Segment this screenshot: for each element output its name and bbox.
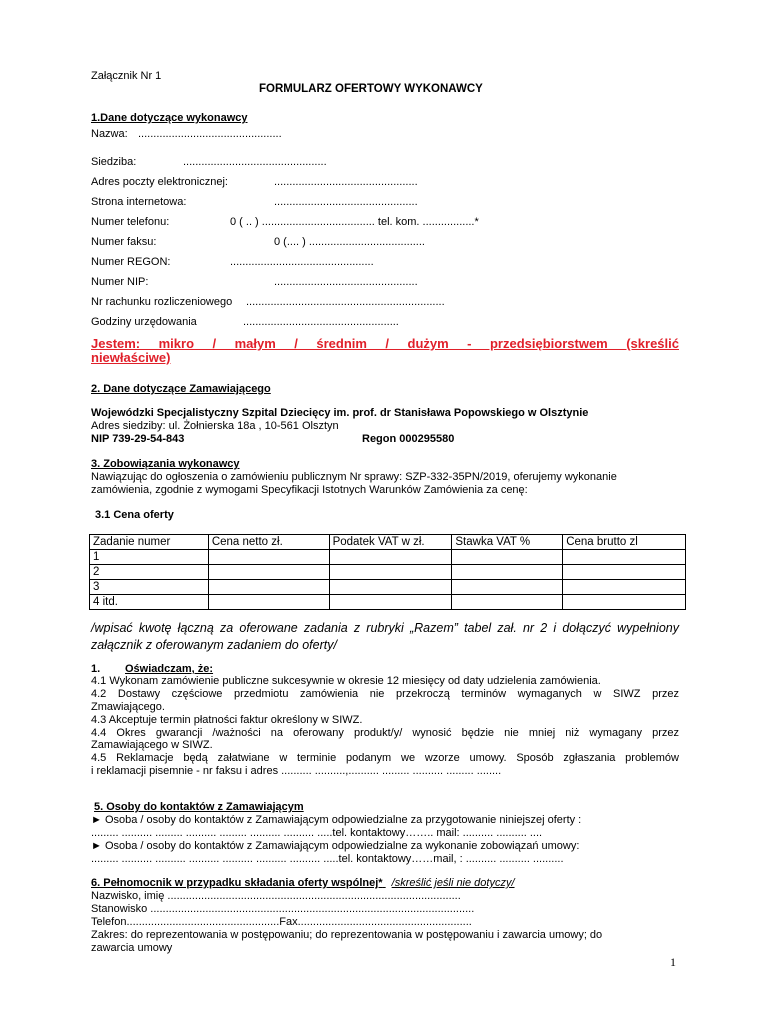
gross-price-cell[interactable] [563, 565, 686, 580]
proxy-phone-fax-field: Telefon..................................................Fax......................................................... [91, 916, 472, 928]
contact-contract-field: ......... .......... .......... .......... .......... .......... .......... .....tel. kontaktowy……mail, : .......... .......... .......... [91, 853, 564, 865]
section1-heading: 1.Dane dotyczące wykonawcy [91, 112, 248, 124]
section5-heading: 5. Osoby do kontaktów z Zamawiającym [94, 801, 304, 813]
table-row [90, 550, 686, 565]
page-title: FORMULARZ OFERTOWY WYKONAWCY [259, 83, 483, 95]
section3-text-2: zamówienia, zgodnie z wymogami Specyfikacji Istotnych Warunków Zamówienia za cenę: [91, 484, 528, 496]
hospital-address: Adres siedziby: ul. Żołnierska 18a , 10-561 Olsztyn [91, 420, 339, 432]
proxy-position-field: Stanowisko .......................................................................................................... [91, 903, 475, 915]
contact-offer-field: ......... .......... ......... .......... ......... .......... .......... .....tel. kontaktowy…….. mail: .......... .......... .... [91, 827, 543, 839]
attachment-label: Załącznik Nr 1 [91, 70, 162, 82]
net-price-cell[interactable] [208, 580, 329, 595]
section6-heading-text: 6. Pełnomocnik w przypadku składania oferty wspólnej* [91, 877, 383, 889]
hours-field: ................................................... [243, 316, 399, 328]
task-number-cell: 2 [90, 565, 209, 580]
section2-heading: 2. Dane dotyczące Zamawiającego [91, 383, 271, 395]
price-table [89, 534, 686, 610]
table-header-row [90, 535, 686, 550]
task-number-cell: 4 itd. [90, 595, 209, 610]
nip-field: ............................................... [274, 276, 418, 288]
task-number-cell: 3 [90, 580, 209, 595]
vat-amount-cell[interactable] [329, 580, 452, 595]
section6-heading [91, 876, 515, 890]
phone-label: Numer telefonu: [91, 216, 170, 228]
email-field: ............................................... [274, 176, 418, 188]
proxy-name-field: Nazwisko, imię ................................................................................................ [91, 890, 461, 902]
section3-heading: 3. Zobowiązania wykonawcy [91, 458, 240, 470]
enterprise-size-line2: niewłaściwe) [91, 350, 171, 365]
page-number: 1 [670, 955, 676, 969]
vat-rate-cell[interactable] [452, 580, 563, 595]
table-header-cell: Stawka VAT % [452, 535, 563, 550]
net-price-cell[interactable] [208, 595, 329, 610]
hours-label: Godziny urzędowania [91, 316, 197, 328]
hospital-regon: Regon 000295580 [362, 433, 455, 445]
table-row [90, 595, 686, 610]
account-label: Nr rachunku rozliczeniowego [91, 296, 233, 308]
vat-rate-cell[interactable] [452, 565, 563, 580]
proxy-scope-line1: Zakres: do reprezentowania w postępowaniu; do reprezentowania w postępowaniu i zawarcia umowy; do [91, 929, 603, 941]
vat-amount-cell[interactable] [329, 550, 452, 565]
net-price-cell[interactable] [208, 565, 329, 580]
declaration-4-5-cont: i reklamacji pisemnie - nr faksu i adres .......... ..........,.......... ......... .......... ......... ........ [91, 765, 502, 777]
contact-offer-text: ► Osoba / osoby do kontaktów z Zamawiającym odpowiedzialne za przygotowanie niniejszej oferty : [91, 814, 582, 826]
gross-price-cell[interactable] [563, 580, 686, 595]
vat-amount-cell[interactable] [329, 595, 452, 610]
section6-heading-note: /skreślić jeśli nie dotyczy/ [391, 877, 515, 889]
contact-contract-text: ► Osoba / osoby do kontaktów z Zamawiającym odpowiedzialne za wykonanie zobowiązań umowy: [91, 840, 580, 852]
section3-text-1: Nawiązując do ogłoszenia o zamówieniu publicznym Nr sprawy: SZP-332-35PN/2019, oferujemy wykonanie [91, 471, 617, 483]
table-header-cell: Zadanie numer [90, 535, 209, 550]
table-header-cell: Podatek VAT w zł. [329, 535, 452, 550]
price-note-line1: /wpisać kwotę łączną za oferowane zadania z rubryki „Razem” tabel zał. nr 2 i dołączyć wypełniony [91, 621, 679, 635]
email-label: Adres poczty elektronicznej: [91, 176, 228, 188]
declaration-4-2: 4.2 Dostawy częściowe przedmiotu zamówienia nie przekroczą terminów wymaganych w SIWZ przez [91, 688, 679, 700]
price-note-line2: załącznik z oferowanym zadaniem do oferty/ [91, 638, 337, 652]
gross-price-cell[interactable] [563, 595, 686, 610]
seat-field: ............................................... [183, 156, 327, 168]
declaration-4-4: 4.4 Okres gwarancji /ważności na oferowany produkt/y/ wynosić będzie nie mniej niż wymagany przez [91, 727, 679, 739]
regon-label: Numer REGON: [91, 256, 171, 268]
phone-field: 0 ( .. ) ..................................... tel. kom. .................* [230, 216, 479, 228]
nip-label: Numer NIP: [91, 276, 149, 288]
price-heading: 3.1 Cena oferty [95, 509, 174, 521]
vat-rate-cell[interactable] [452, 550, 563, 565]
www-label: Strona internetowa: [91, 196, 187, 208]
vat-rate-cell[interactable] [452, 595, 563, 610]
www-field: ............................................... [274, 196, 418, 208]
declaration-4-1: 4.1 Wykonam zamówienie publiczne sukcesywnie w okresie 12 miesięcy od daty udzielenia zamówienia. [91, 675, 601, 687]
seat-label: Siedziba: [91, 156, 137, 168]
table-row [90, 580, 686, 595]
hospital-nip: NIP 739-29-54-843 [91, 433, 185, 445]
vat-amount-cell[interactable] [329, 565, 452, 580]
task-number-cell: 1 [90, 550, 209, 565]
declarations-heading: Oświadczam, że: [125, 663, 214, 675]
fax-field: 0 (.... ) ...................................... [274, 236, 425, 248]
table-header-cell: Cena netto zł. [208, 535, 329, 550]
table-row [90, 565, 686, 580]
account-field: ................................................................. [246, 296, 445, 308]
net-price-cell[interactable] [208, 550, 329, 565]
enterprise-size-line1: Jestem: mikro / małym / średnim / dużym - przedsiębiorstwem (skreślić [91, 336, 679, 351]
table-header-cell: Cena brutto zl [563, 535, 686, 550]
declaration-4-3: 4.3 Akceptuje termin płatności faktur określony w SIWZ. [91, 714, 363, 726]
gross-price-cell[interactable] [563, 550, 686, 565]
hospital-name: Wojewódzki Specjalistyczny Szpital Dziecięcy im. prof. dr Stanisława Popowskiego w Olsztynie [91, 407, 589, 419]
proxy-scope-line2: zawarcia umowy [91, 942, 173, 954]
declaration-4-4-cont: Zamawiającego w SIWZ. [91, 739, 213, 751]
declaration-4-5: 4.5 Reklamacje będą załatwiane w terminie podanym we wzorze umowy. Sposób zgłaszania problemów [91, 752, 679, 764]
name-field: ............................................... [138, 128, 282, 140]
declarations-number: 1. [91, 663, 101, 675]
fax-label: Numer faksu: [91, 236, 157, 248]
declaration-4-2-cont: Zmawiającego. [91, 701, 165, 713]
name-label: Nazwa: [91, 128, 128, 140]
regon-field: ............................................... [230, 256, 374, 268]
